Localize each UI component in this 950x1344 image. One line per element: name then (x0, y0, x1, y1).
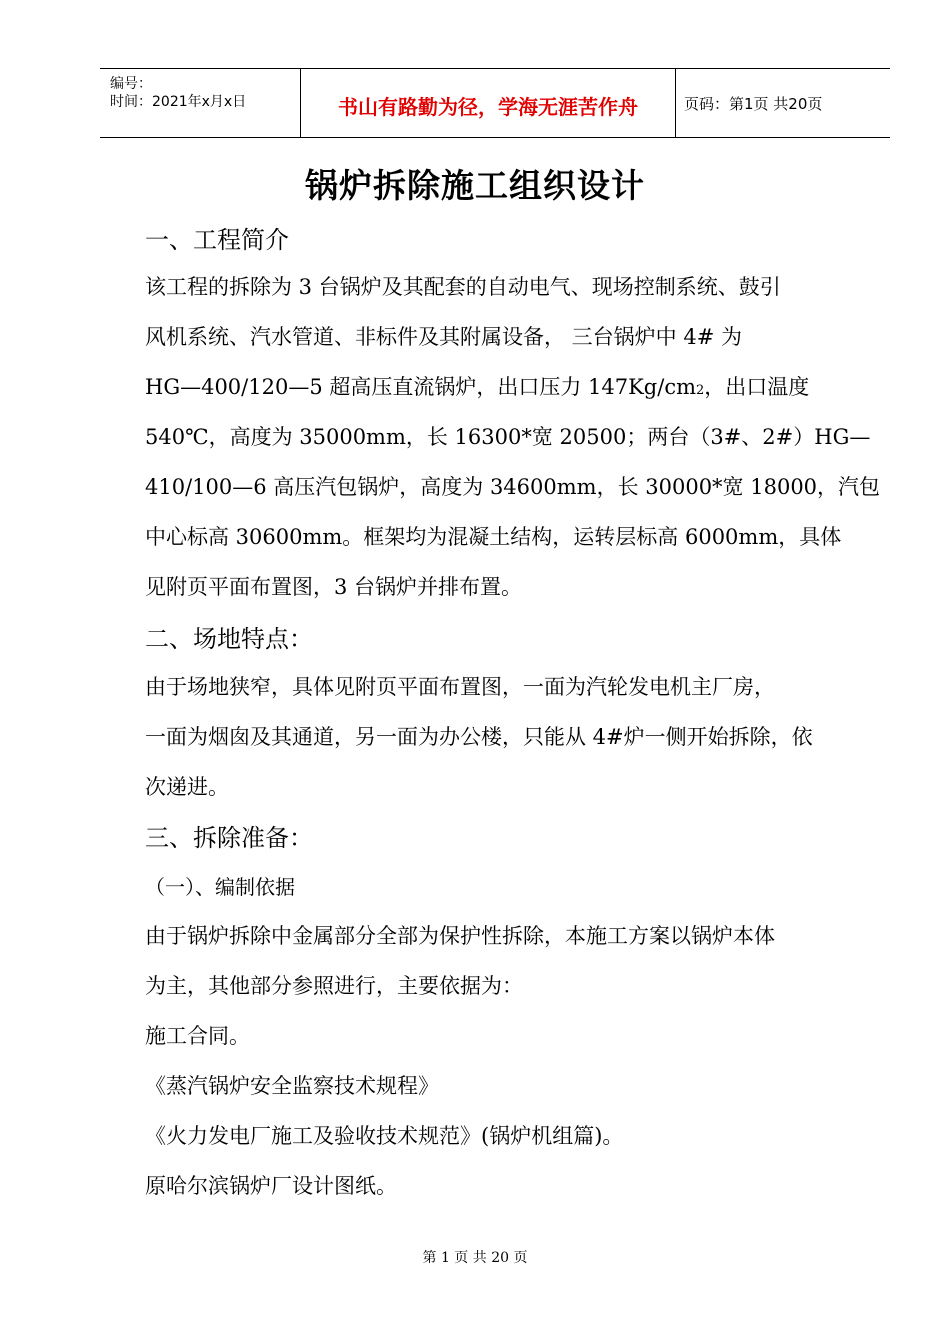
paragraph-line: 由于场地狭窄，具体见附页平面布置图，一面为汽轮发电机主厂房， (145, 675, 775, 699)
section-heading-1: 一、工程简介 (145, 226, 289, 254)
paragraph-line: 《火力发电厂施工及验收技术规范》(锅炉机组篇)。 (145, 1124, 624, 1148)
paragraph-line: 由于锅炉拆除中金属部分全部为保护性拆除，本施工方案以锅炉本体 (145, 924, 775, 948)
paragraph-line: 为主，其他部分参照进行，主要依据为： (145, 974, 523, 998)
page-header (100, 68, 890, 138)
paragraph-line: 见附页平面布置图，3 台锅炉并排布置。 (145, 575, 523, 599)
document-title: 锅炉拆除施工组织设计 (305, 166, 645, 205)
page-footer: 第 1 页 共 20 页 (422, 1250, 528, 1266)
paragraph-line (145, 371, 809, 401)
pressure-text: HG—400/120—5 超高压直流锅炉，出口压力 147Kg/cm (145, 375, 697, 399)
header-motto-cell (301, 69, 676, 137)
outlet-temp-text: ，出口温度 (704, 375, 810, 399)
paragraph-line: 风机系统、汽水管道、非标件及其附属设备， 三台锅炉中 4# 为 (145, 325, 742, 349)
number-label: 编号： (110, 76, 152, 92)
time-label: 时间：2021年x月x日 (110, 94, 247, 110)
paragraph-line: 施工合同。 (145, 1024, 250, 1048)
paragraph-line: 540℃，高度为 35000mm，长 16300*宽 20500；两台（3#、2#）HG— (145, 425, 871, 449)
subsection-heading: （一）、编制依据 (145, 875, 295, 899)
section-heading-2: 二、场地特点： (145, 625, 313, 653)
motto: 书山有路勤为径，学海无涯苦作舟 (338, 95, 638, 119)
paragraph-line: 原哈尔滨锅炉厂设计图纸。 (145, 1174, 397, 1198)
section-heading-3: 三、拆除准备： (145, 824, 313, 852)
paragraph-line: 中心标高 30600mm。框架均为混凝土结构，运转层标高 6000mm，具体 (145, 525, 842, 549)
paragraph-line: 410/100—6 高压汽包锅炉，高度为 34600mm，长 30000*宽 18000，汽包 (145, 475, 881, 499)
paragraph-line: 次递进。 (145, 775, 229, 799)
paragraph-line: 该工程的拆除为 3 台锅炉及其配套的自动电气、现场控制系统、鼓引 (145, 275, 781, 299)
page-code: 页码：第1页 共20页 (684, 95, 823, 113)
paragraph-line: 一面为烟囱及其通道，另一面为办公楼，只能从 4#炉一侧开始拆除，依 (145, 725, 813, 749)
unit-superscript: 2 (696, 383, 705, 398)
header-right-cell (676, 69, 890, 137)
header-left-cell (100, 69, 301, 137)
paragraph-line: 《蒸汽锅炉安全监察技术规程》 (145, 1074, 439, 1098)
